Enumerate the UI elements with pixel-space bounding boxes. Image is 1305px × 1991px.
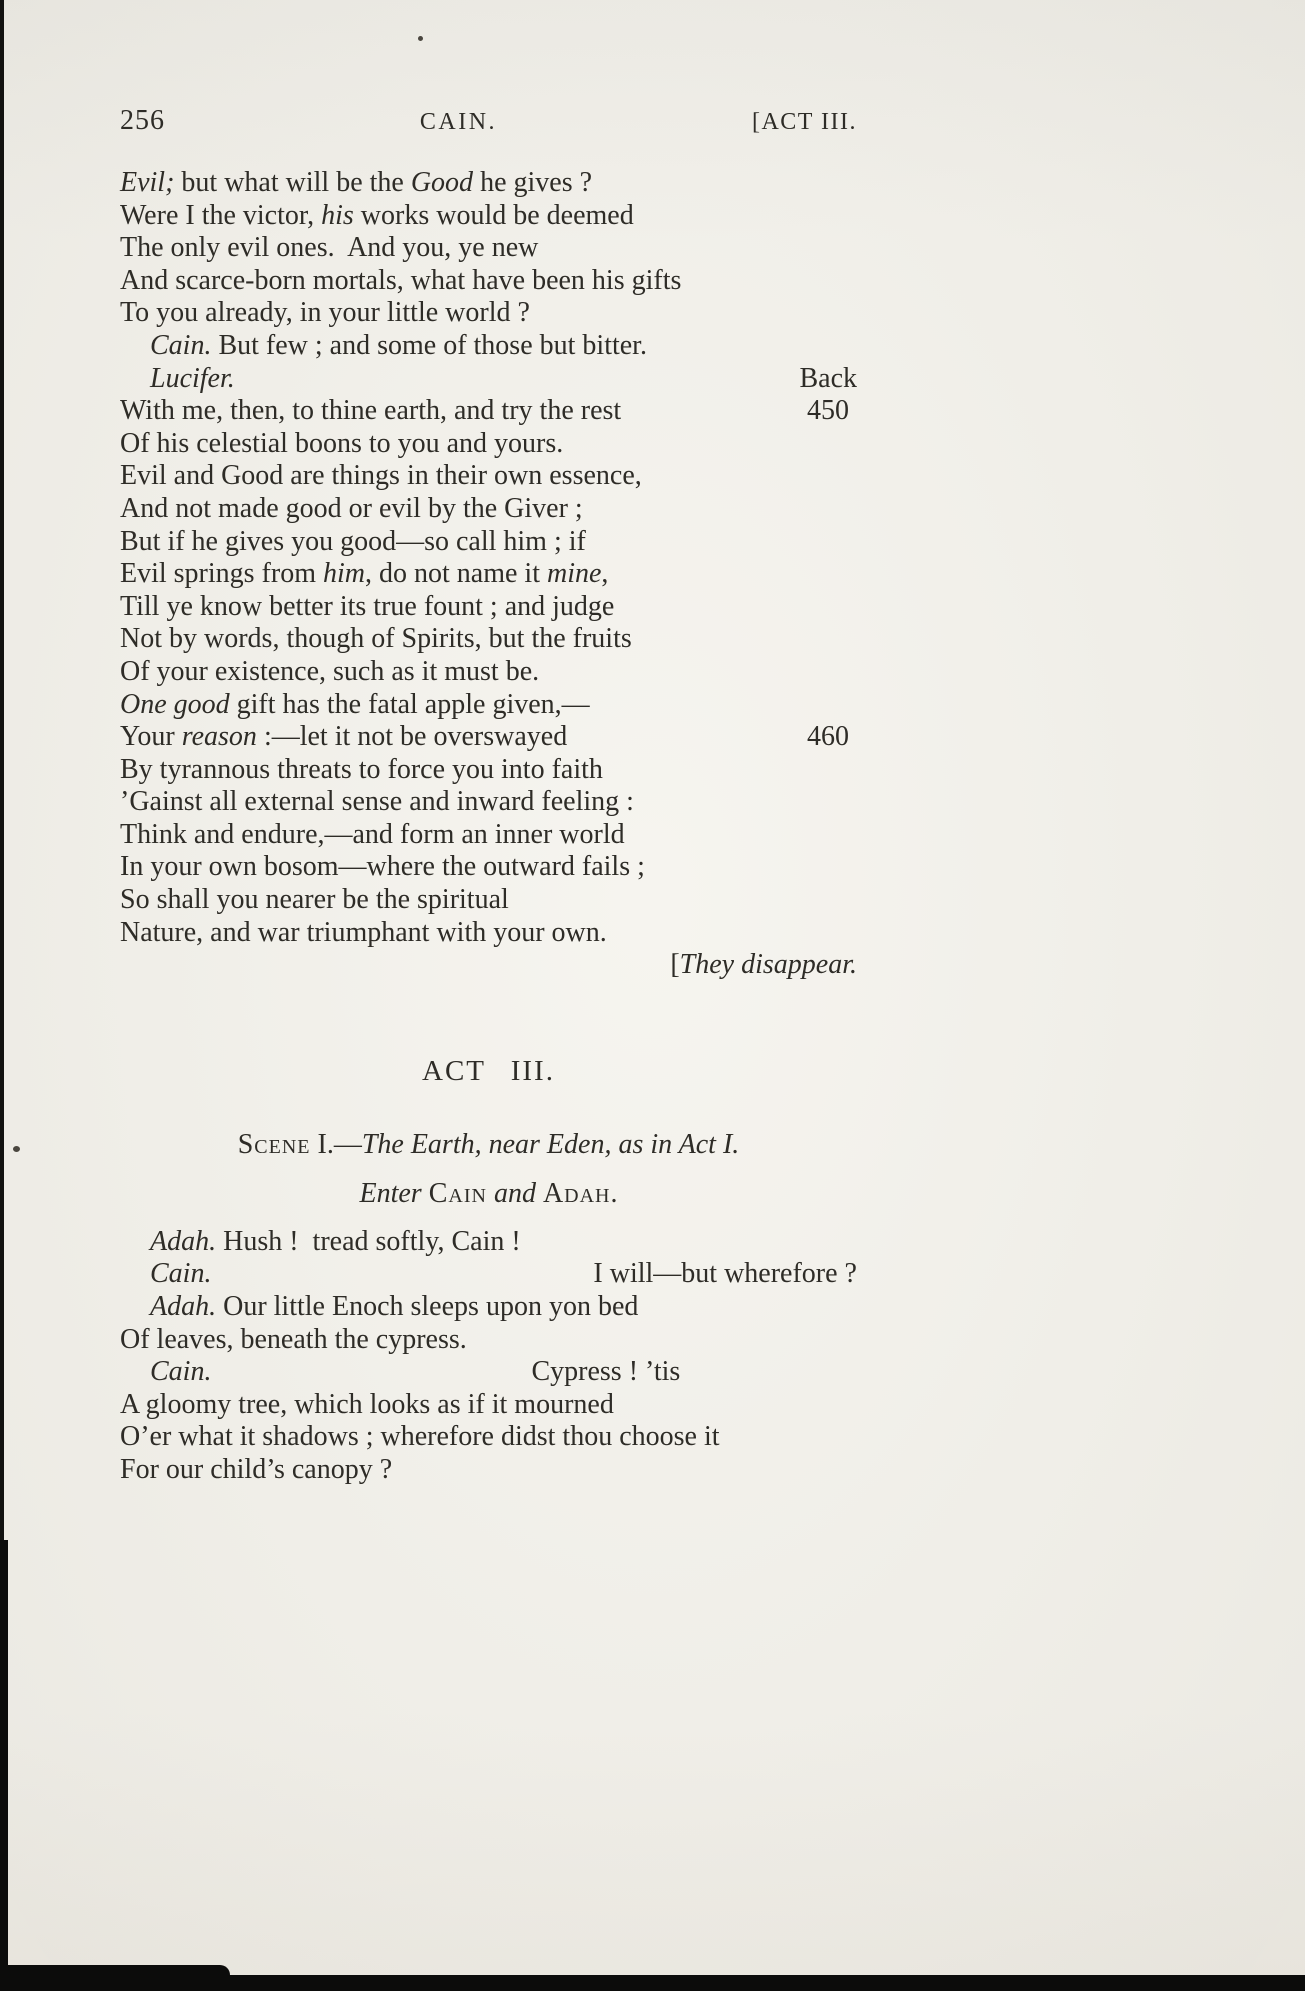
- italic-text: his: [321, 199, 354, 231]
- verse-line: [120, 949, 857, 982]
- text: I.: [310, 1128, 334, 1160]
- text: Your: [120, 721, 182, 753]
- line-text: [120, 851, 645, 882]
- line-text: [150, 1226, 521, 1257]
- line-text: [150, 1356, 680, 1387]
- text: And not made good or evil by the Giver ;: [120, 492, 583, 524]
- verse-line: [120, 330, 857, 363]
- dialogue-line: [120, 1258, 857, 1291]
- text: [536, 1178, 543, 1209]
- line-text: [120, 689, 590, 720]
- line-text: [120, 460, 642, 491]
- text: Evil springs from: [120, 558, 323, 590]
- text: he gives ?: [473, 167, 593, 198]
- text: Hush ! tread softly, Cain !: [216, 1225, 521, 1257]
- italic-text: and: [493, 1177, 536, 1209]
- verse-line: [120, 460, 857, 493]
- italic-text: mine: [546, 558, 602, 590]
- scan-speck: [418, 36, 423, 41]
- verse-line: [120, 526, 857, 559]
- italic-text: Adah.: [150, 1225, 217, 1257]
- verse-line: [120, 428, 857, 461]
- smallcaps-text: Adah: [542, 1177, 611, 1209]
- verse-line: [120, 297, 857, 330]
- line-text: [150, 1291, 638, 1322]
- line-text: [120, 786, 634, 817]
- line-right-text: [799, 363, 857, 396]
- line-text: [120, 526, 586, 557]
- line-text: [150, 1258, 211, 1291]
- text: Were I the victor,: [120, 199, 322, 231]
- italic-text: Enter: [359, 1177, 422, 1209]
- verse-line: [120, 754, 857, 787]
- line-text: [120, 884, 509, 915]
- italic-text: Good: [410, 167, 474, 198]
- verse-line: [120, 689, 857, 722]
- text: In your own bosom—where the outward fails ;: [120, 851, 645, 883]
- text: works would be deemed: [353, 199, 634, 231]
- smallcaps-text: Scene: [237, 1128, 311, 1160]
- line-text: [120, 395, 621, 426]
- line-text: [120, 558, 608, 589]
- line-text: [120, 167, 592, 198]
- line-text: [120, 721, 567, 752]
- verse-line: [120, 232, 857, 265]
- text: [422, 1178, 429, 1209]
- text: Till ye know better its true fount ; and judge: [120, 590, 615, 622]
- line-text: [120, 232, 538, 263]
- text: But if he gives you good—so call him ; if: [120, 525, 586, 557]
- line-text: [120, 265, 681, 296]
- line-text: [120, 1454, 392, 1485]
- italic-text: Lucifer.: [150, 362, 235, 394]
- text: —: [333, 1128, 362, 1160]
- dialogue-line: [120, 1356, 857, 1389]
- verse-line: [120, 493, 857, 526]
- text: A gloomy tree, which looks as if it mourned: [120, 1388, 614, 1420]
- line-text: [120, 656, 539, 687]
- verse-line: [120, 786, 857, 819]
- text: Of your existence, such as it must be.: [120, 655, 540, 687]
- verse-block: [120, 167, 857, 982]
- text: And scarce-born mortals, what have been his gifts: [120, 264, 682, 296]
- dialogue-line: [120, 1324, 857, 1357]
- dialogue-line: [120, 1226, 857, 1259]
- italic-text: The Earth, near Eden, as in Act I.: [361, 1128, 740, 1160]
- running-act-label: [ACT III.: [751, 109, 857, 135]
- line-right-text: [593, 1258, 857, 1291]
- text: Not by words, though of Spirits, but the fruits: [120, 623, 632, 655]
- smallcaps-text: Cain: [428, 1177, 487, 1209]
- line-text: [150, 363, 235, 396]
- line-text: [120, 591, 614, 622]
- running-header: [120, 105, 857, 137]
- scan-edge-corner: [0, 1965, 230, 1991]
- italic-text: They disappear.: [679, 949, 857, 981]
- dialogue-line: [120, 1389, 857, 1422]
- italic-text: him: [323, 558, 365, 590]
- italic-text: Cain.: [150, 1356, 212, 1388]
- verse-line-number: 450: [807, 395, 849, 427]
- text: The only evil ones. And you, ye new: [120, 232, 539, 264]
- text: but what will be the: [174, 167, 411, 198]
- text: For our child’s canopy ?: [120, 1454, 393, 1485]
- text: O’er what it shadows ; wherefore didst thou choose it: [120, 1421, 720, 1453]
- text: But few ; and some of those but bitter.: [211, 329, 647, 361]
- text: gift has the fatal apple given,—: [229, 688, 590, 720]
- dialogue-line: [120, 1291, 857, 1324]
- text: Our little Enoch sleeps upon yon bed: [216, 1291, 639, 1323]
- italic-text: One good: [120, 688, 230, 720]
- verse-line: [120, 265, 857, 298]
- page-content: [120, 105, 857, 1487]
- verse-line: [120, 395, 857, 428]
- text: Think and endure,—and form an inner world: [120, 818, 625, 850]
- line-text: [120, 917, 607, 948]
- line-text: [120, 428, 563, 459]
- line-text: [120, 1389, 614, 1420]
- italic-text: Cain.: [150, 329, 212, 361]
- verse-line-number: 460: [807, 721, 849, 753]
- italic-text: reason: [181, 721, 257, 753]
- text: Evil and Good are things in their own essence,: [120, 460, 642, 492]
- verse-line: [120, 167, 857, 200]
- verse-line: [120, 558, 857, 591]
- text: I will—but wherefore ?: [593, 1258, 857, 1290]
- verse-line: [120, 591, 857, 624]
- scan-speck: [13, 1146, 20, 1152]
- italic-text: Cain.: [150, 1258, 212, 1290]
- line-text: [120, 623, 632, 654]
- verse-line: [120, 851, 857, 884]
- verse-line: [120, 200, 857, 233]
- verse-line: [120, 363, 857, 396]
- text: ,: [601, 558, 609, 590]
- verse-line: [120, 917, 857, 950]
- line-text: [120, 493, 583, 524]
- verse-line: [120, 656, 857, 689]
- line-text: [120, 200, 634, 231]
- act-heading: ACT III.: [422, 1054, 555, 1087]
- line-text: [120, 819, 625, 850]
- line-text: [670, 949, 857, 980]
- dialogue-block: [120, 1226, 857, 1487]
- stage-direction-enter: [120, 1177, 857, 1210]
- line-text: [120, 1324, 467, 1355]
- verse-line: [120, 623, 857, 656]
- running-title: CAIN.: [419, 109, 498, 135]
- line-text: [150, 330, 647, 361]
- text: :—let it not be overswayed: [256, 721, 568, 753]
- scan-edge-left-lower: [0, 1540, 8, 1991]
- text: Back: [799, 362, 857, 394]
- verse-line: [120, 819, 857, 852]
- italic-text: Evil;: [120, 167, 175, 198]
- italic-text: Adah.: [150, 1291, 217, 1323]
- text: Cypress ! ’tis: [531, 1356, 681, 1388]
- dialogue-line: [120, 1421, 857, 1454]
- text: [487, 1178, 494, 1209]
- dialogue-line: [120, 1454, 857, 1487]
- text: Nature, and war triumphant with your own.: [120, 916, 607, 948]
- line-text: [120, 754, 603, 785]
- text: To you already, in your little world ?: [120, 297, 530, 329]
- text: So shall you nearer be the spiritual: [120, 884, 509, 916]
- text: ’Gainst all external sense and inward feeling :: [120, 786, 634, 818]
- line-text: [120, 297, 530, 328]
- text: [: [670, 949, 680, 981]
- verse-line: [120, 721, 857, 754]
- line-text: [120, 1421, 720, 1452]
- text: Of his celestial boons to you and yours.: [120, 427, 564, 459]
- text: Of leaves, beneath the cypress.: [120, 1323, 467, 1355]
- page-number: 256: [120, 105, 165, 136]
- scene-heading: [120, 1128, 857, 1161]
- text: .: [610, 1177, 618, 1209]
- text: , do not name it: [365, 558, 547, 590]
- text: By tyrannous threats to force you into faith: [120, 753, 603, 785]
- text: With me, then, to thine earth, and try the rest: [120, 395, 622, 427]
- verse-line: [120, 884, 857, 917]
